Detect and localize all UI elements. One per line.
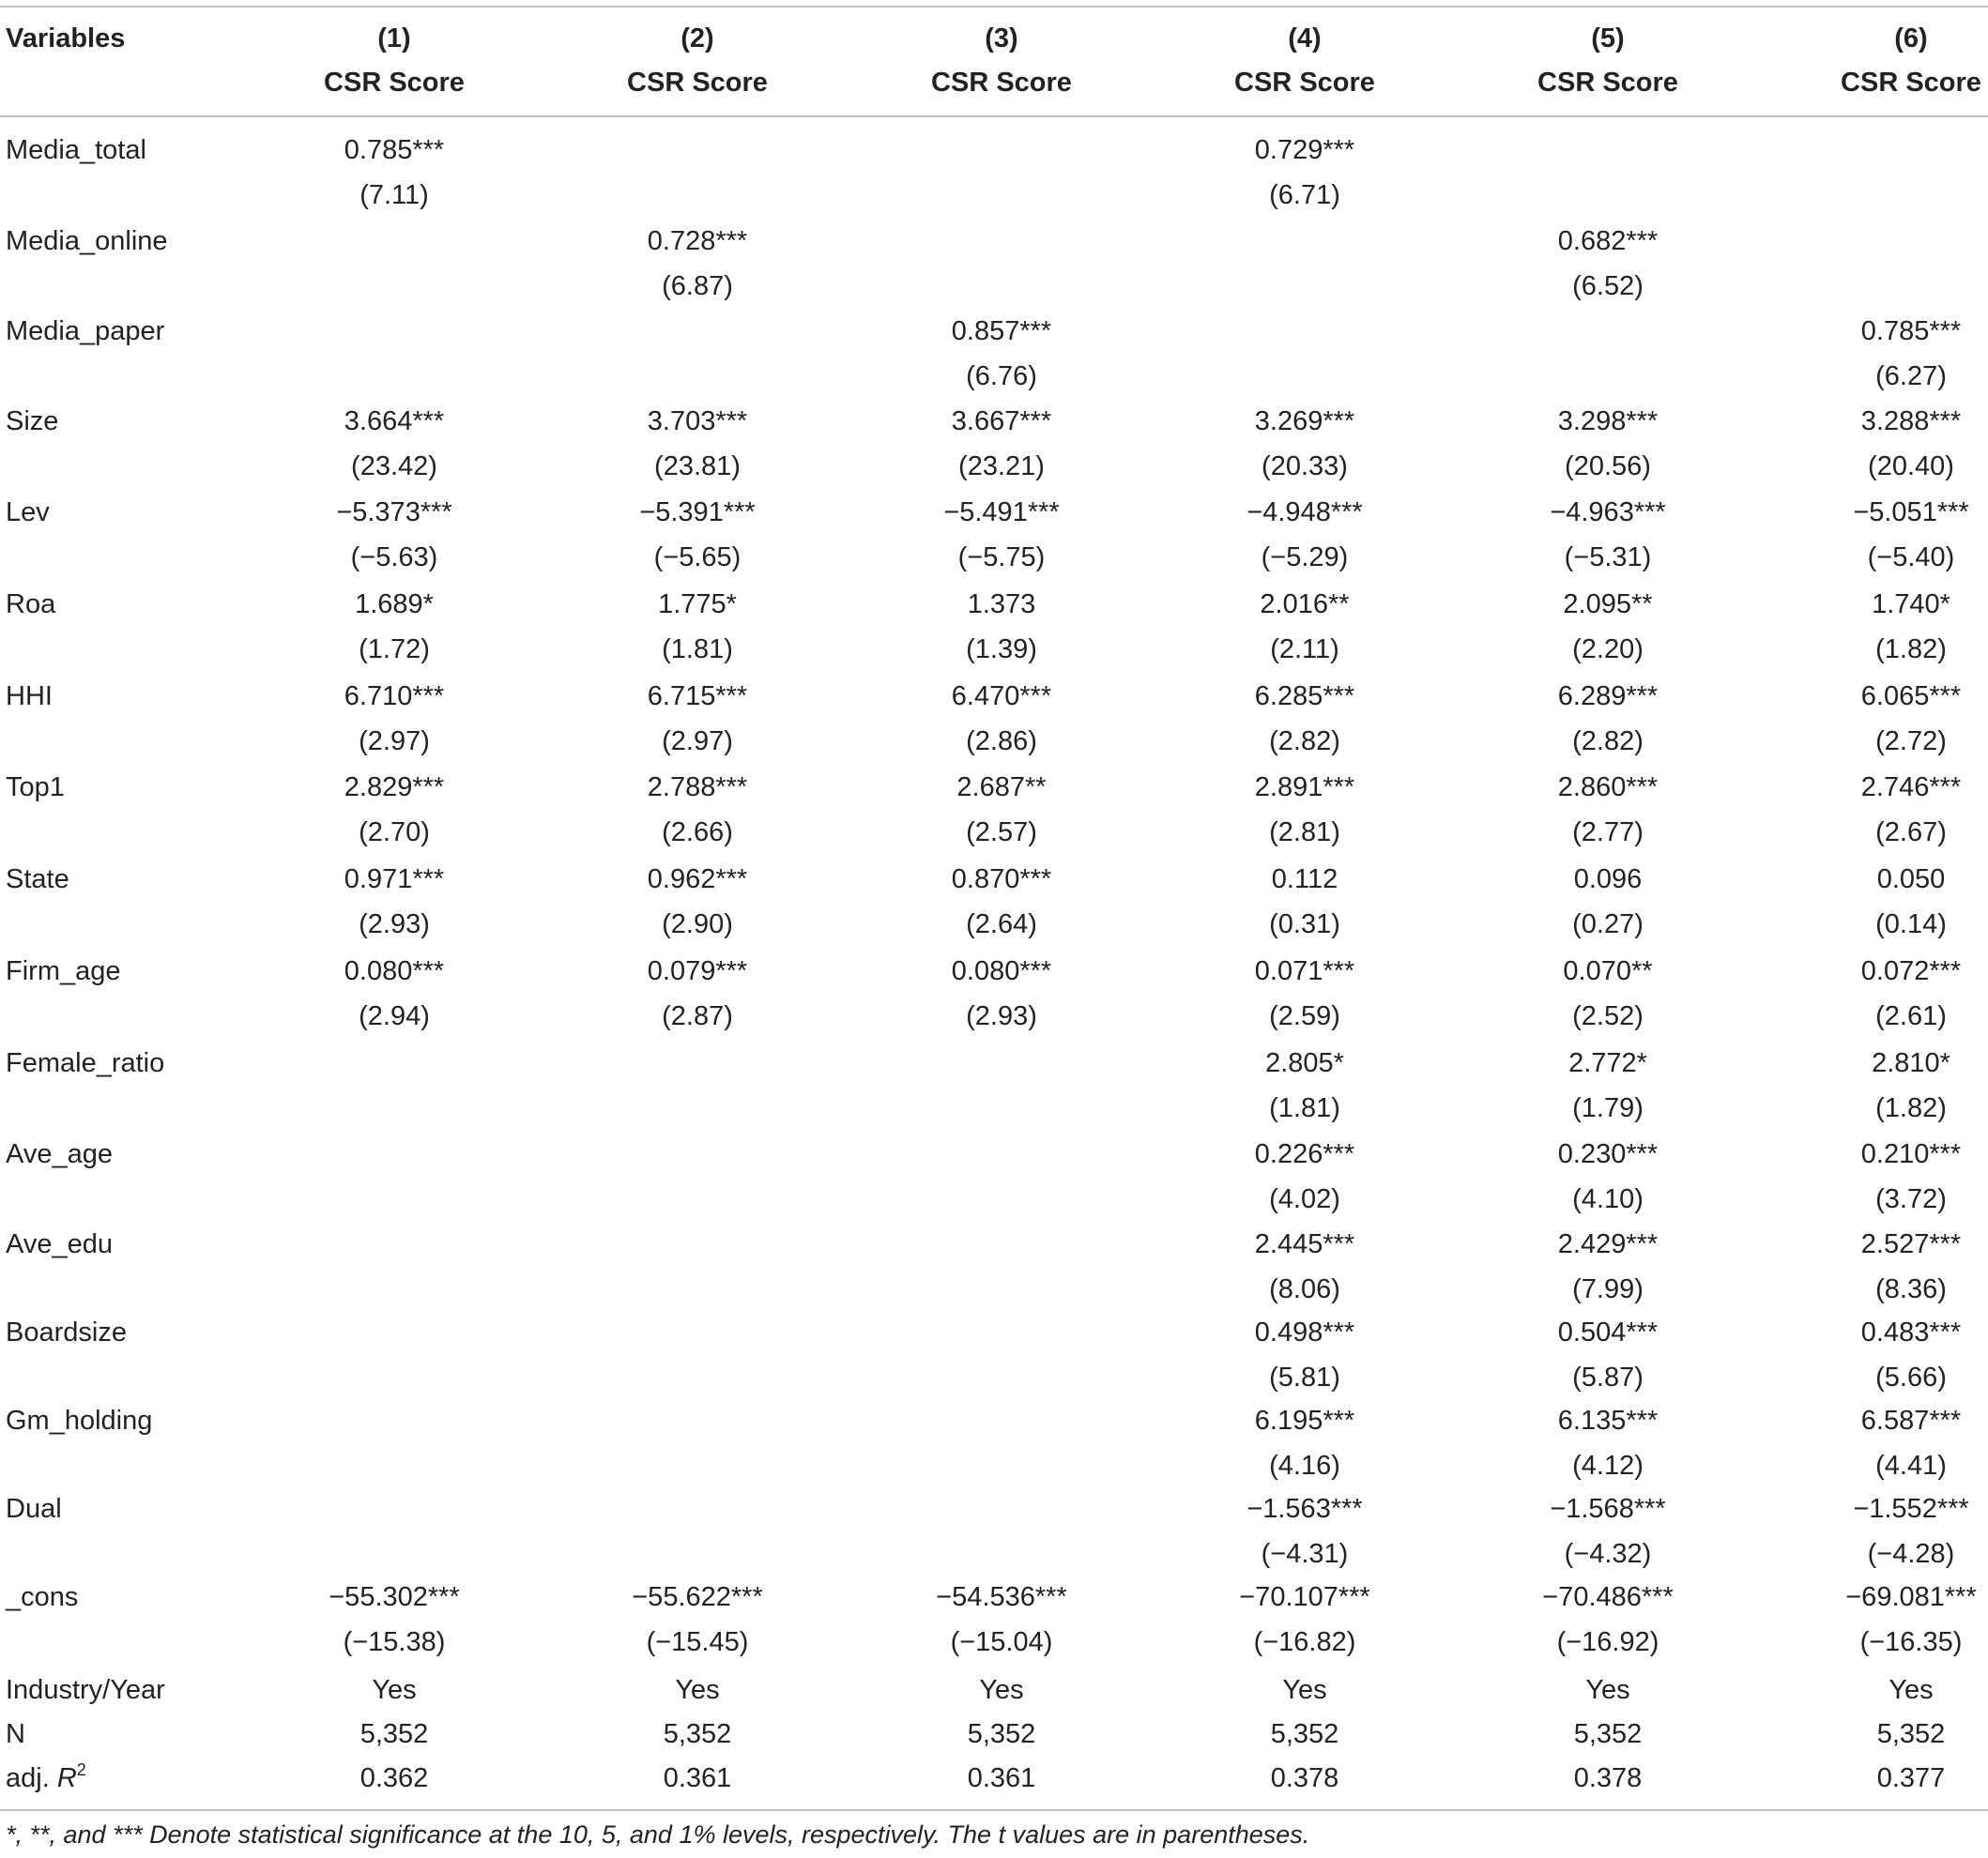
coefficient-cell: 0.962*** bbox=[647, 864, 748, 894]
footer-value-cell: 0.361 bbox=[663, 1763, 732, 1793]
column-number: (4) bbox=[1288, 23, 1322, 53]
column-label: CSR Score bbox=[627, 68, 768, 98]
footer-value-cell: 0.378 bbox=[1573, 1763, 1643, 1793]
variable-label: Media_online bbox=[6, 226, 168, 256]
coefficient-cell: −55.302*** bbox=[329, 1582, 460, 1612]
r-superscript: 2 bbox=[76, 1760, 86, 1779]
coefficient-cell: 6.710*** bbox=[344, 681, 445, 711]
footer-value-cell: Yes bbox=[1282, 1675, 1327, 1705]
t-value-cell: (23.42) bbox=[351, 451, 437, 481]
footer-label: N bbox=[6, 1719, 25, 1749]
t-value-cell: (−5.31) bbox=[1564, 542, 1652, 572]
t-value-cell: (8.06) bbox=[1269, 1274, 1340, 1304]
t-value-cell: (−15.04) bbox=[950, 1627, 1053, 1657]
t-value-cell: (6.87) bbox=[662, 271, 733, 301]
footer-value-cell: Yes bbox=[1585, 1675, 1630, 1705]
coefficient-cell: 2.891*** bbox=[1254, 772, 1355, 802]
coefficient-cell: 2.805* bbox=[1265, 1048, 1344, 1078]
column-number: (6) bbox=[1894, 23, 1928, 53]
coefficient-cell: 0.230*** bbox=[1557, 1139, 1659, 1169]
t-value-cell: (−15.38) bbox=[343, 1627, 446, 1657]
coefficient-cell: 0.682*** bbox=[1557, 226, 1659, 256]
variable-label: Ave_edu bbox=[6, 1229, 113, 1259]
t-value-cell: (6.52) bbox=[1572, 271, 1644, 301]
t-value-cell: (−16.92) bbox=[1556, 1627, 1659, 1657]
t-value-cell: (2.11) bbox=[1270, 634, 1339, 664]
variable-label: Top1 bbox=[6, 772, 65, 802]
t-value-cell: (20.40) bbox=[1868, 451, 1954, 481]
coefficient-cell: 2.095** bbox=[1563, 589, 1653, 619]
t-value-cell: (−15.45) bbox=[646, 1627, 749, 1657]
coefficient-cell: 1.740* bbox=[1872, 589, 1950, 619]
t-value-cell: (5.66) bbox=[1875, 1363, 1947, 1393]
column-number: (3) bbox=[985, 23, 1018, 53]
bottom-rule bbox=[0, 1809, 1988, 1811]
coefficient-cell: 0.857*** bbox=[951, 316, 1052, 346]
footer-value-cell: 5,352 bbox=[967, 1719, 1036, 1749]
coefficient-cell: 0.079*** bbox=[647, 956, 748, 986]
variable-label: _cons bbox=[6, 1582, 79, 1612]
t-value-cell: (2.93) bbox=[359, 909, 430, 939]
t-value-cell: (2.97) bbox=[662, 726, 733, 756]
coefficient-cell: 6.135*** bbox=[1557, 1406, 1659, 1436]
t-value-cell: (7.11) bbox=[359, 180, 429, 210]
header-rule bbox=[0, 115, 1988, 117]
t-value-cell: (1.81) bbox=[1269, 1093, 1340, 1123]
footer-value-cell: Yes bbox=[675, 1675, 720, 1705]
t-value-cell: (2.82) bbox=[1572, 726, 1644, 756]
t-value-cell: (2.67) bbox=[1875, 817, 1947, 847]
coefficient-cell: 6.289*** bbox=[1557, 681, 1659, 711]
t-value-cell: (2.77) bbox=[1572, 817, 1644, 847]
t-value-cell: (1.72) bbox=[359, 634, 430, 664]
variable-label: Female_ratio bbox=[6, 1048, 165, 1078]
coefficient-cell: 6.715*** bbox=[647, 681, 748, 711]
footer-value-cell: 0.377 bbox=[1876, 1763, 1946, 1793]
t-value-cell: (20.56) bbox=[1565, 451, 1651, 481]
t-value-cell: (−5.65) bbox=[653, 542, 742, 572]
footer-value-cell: 0.378 bbox=[1270, 1763, 1339, 1793]
t-value-cell: (−16.82) bbox=[1253, 1627, 1356, 1657]
coefficient-cell: 0.504*** bbox=[1557, 1317, 1659, 1348]
t-value-cell: (0.14) bbox=[1875, 909, 1947, 939]
coefficient-cell: 3.664*** bbox=[344, 406, 445, 436]
coefficient-cell: 0.785*** bbox=[1860, 316, 1962, 346]
t-value-cell: (−5.40) bbox=[1867, 542, 1955, 572]
coefficient-cell: −5.051*** bbox=[1853, 497, 1969, 527]
column-number: (5) bbox=[1591, 23, 1625, 53]
footer-value-cell: Yes bbox=[1889, 1675, 1934, 1705]
coefficient-cell: −1.552*** bbox=[1853, 1494, 1969, 1524]
t-value-cell: (2.94) bbox=[359, 1001, 430, 1031]
coefficient-cell: 6.285*** bbox=[1254, 681, 1355, 711]
coefficient-cell: −4.963*** bbox=[1550, 497, 1666, 527]
coefficient-cell: 0.072*** bbox=[1860, 956, 1962, 986]
coefficient-cell: −70.107*** bbox=[1239, 1582, 1370, 1612]
coefficient-cell: 1.689* bbox=[355, 589, 434, 619]
t-value-cell: (1.79) bbox=[1572, 1093, 1644, 1123]
variable-label: Roa bbox=[6, 589, 56, 619]
coefficient-cell: 2.788*** bbox=[647, 772, 748, 802]
coefficient-cell: 0.498*** bbox=[1254, 1317, 1355, 1348]
variable-label: Media_total bbox=[6, 135, 146, 165]
t-value-cell: (2.20) bbox=[1572, 634, 1644, 664]
coefficient-cell: 2.810* bbox=[1872, 1048, 1950, 1078]
variable-label: Boardsize bbox=[6, 1317, 127, 1348]
t-value-cell: (8.36) bbox=[1875, 1274, 1947, 1304]
coefficient-cell: −5.391*** bbox=[639, 497, 756, 527]
coefficient-cell: 6.470*** bbox=[951, 681, 1052, 711]
t-value-cell: (4.10) bbox=[1572, 1184, 1644, 1214]
variable-label: Gm_holding bbox=[6, 1406, 153, 1436]
t-value-cell: (2.86) bbox=[966, 726, 1037, 756]
coefficient-cell: −55.622*** bbox=[632, 1582, 763, 1612]
coefficient-cell: −1.568*** bbox=[1550, 1494, 1666, 1524]
t-value-cell: (2.66) bbox=[662, 817, 733, 847]
coefficient-cell: 3.298*** bbox=[1557, 406, 1659, 436]
column-label: CSR Score bbox=[1537, 68, 1678, 98]
t-value-cell: (23.21) bbox=[958, 451, 1045, 481]
variable-label: HHI bbox=[6, 681, 53, 711]
coefficient-cell: 2.016** bbox=[1260, 589, 1350, 619]
coefficient-cell: 2.829*** bbox=[344, 772, 445, 802]
coefficient-cell: 2.445*** bbox=[1254, 1229, 1355, 1259]
t-value-cell: (1.82) bbox=[1875, 1093, 1947, 1123]
t-value-cell: (2.52) bbox=[1572, 1001, 1644, 1031]
coefficient-cell: 0.070** bbox=[1563, 956, 1653, 986]
adj-label-text: adj. bbox=[6, 1763, 57, 1793]
footer-value-cell: 5,352 bbox=[1270, 1719, 1339, 1749]
t-value-cell: (23.81) bbox=[654, 451, 741, 481]
footer-value-cell: 5,352 bbox=[663, 1719, 732, 1749]
r-symbol: R bbox=[56, 1763, 77, 1793]
top-rule bbox=[0, 6, 1988, 8]
column-number: (1) bbox=[377, 23, 411, 53]
t-value-cell: (6.27) bbox=[1875, 361, 1947, 391]
t-value-cell: (2.97) bbox=[359, 726, 430, 756]
coefficient-cell: 0.080*** bbox=[344, 956, 445, 986]
column-label: CSR Score bbox=[931, 68, 1072, 98]
variable-label: State bbox=[6, 864, 69, 894]
coefficient-cell: 0.050 bbox=[1876, 864, 1946, 894]
coefficient-cell: 0.096 bbox=[1573, 864, 1643, 894]
footer-value-cell: 5,352 bbox=[1573, 1719, 1643, 1749]
column-label: CSR Score bbox=[324, 68, 465, 98]
coefficient-cell: 0.210*** bbox=[1860, 1139, 1962, 1169]
coefficient-cell: −69.081*** bbox=[1845, 1582, 1977, 1612]
coefficient-cell: −70.486*** bbox=[1542, 1582, 1674, 1612]
column-label: CSR Score bbox=[1234, 68, 1375, 98]
t-value-cell: (2.87) bbox=[662, 1001, 733, 1031]
coefficient-cell: 0.785*** bbox=[344, 135, 445, 165]
footer-value-cell: Yes bbox=[372, 1675, 417, 1705]
coefficient-cell: −5.373*** bbox=[336, 497, 452, 527]
variable-label: Media_paper bbox=[6, 316, 165, 346]
t-value-cell: (2.81) bbox=[1269, 817, 1340, 847]
footer-value-cell: 0.361 bbox=[967, 1763, 1036, 1793]
t-value-cell: (−4.31) bbox=[1261, 1539, 1349, 1569]
t-value-cell: (−16.35) bbox=[1859, 1627, 1963, 1657]
coefficient-cell: 6.195*** bbox=[1254, 1406, 1355, 1436]
coefficient-cell: 2.746*** bbox=[1860, 772, 1962, 802]
coefficient-cell: 2.772* bbox=[1568, 1048, 1647, 1078]
table-footnote: *, **, and *** Denote statistical significance at the 10, 5, and 1% levels, respectively. The t values are in parentheses. bbox=[6, 1820, 1310, 1849]
t-value-cell: (2.64) bbox=[966, 909, 1037, 939]
t-value-cell: (2.90) bbox=[662, 909, 733, 939]
coefficient-cell: −1.563*** bbox=[1246, 1494, 1363, 1524]
t-value-cell: (1.82) bbox=[1875, 634, 1947, 664]
t-value-cell: (2.57) bbox=[966, 817, 1037, 847]
t-value-cell: (6.76) bbox=[966, 361, 1037, 391]
coefficient-cell: 3.269*** bbox=[1254, 406, 1355, 436]
variable-label: Ave_age bbox=[6, 1139, 113, 1169]
column-number: (2) bbox=[681, 23, 714, 53]
t-value-cell: (−5.75) bbox=[957, 542, 1046, 572]
coefficient-cell: 0.483*** bbox=[1860, 1317, 1962, 1348]
coefficient-cell: 0.112 bbox=[1271, 864, 1338, 894]
coefficient-cell: −5.491*** bbox=[943, 497, 1060, 527]
t-value-cell: (6.71) bbox=[1269, 180, 1340, 210]
footer-value-cell: Yes bbox=[979, 1675, 1024, 1705]
t-value-cell: (4.02) bbox=[1269, 1184, 1340, 1214]
t-value-cell: (1.39) bbox=[966, 634, 1037, 664]
t-value-cell: (2.82) bbox=[1269, 726, 1340, 756]
t-value-cell: (1.81) bbox=[662, 634, 733, 664]
coefficient-cell: 2.429*** bbox=[1557, 1229, 1659, 1259]
coefficient-cell: 6.065*** bbox=[1860, 681, 1962, 711]
coefficient-cell: 0.071*** bbox=[1254, 956, 1355, 986]
t-value-cell: (2.72) bbox=[1875, 726, 1947, 756]
coefficient-cell: 1.775* bbox=[658, 589, 737, 619]
variable-label: Size bbox=[6, 406, 59, 436]
coefficient-cell: −54.536*** bbox=[936, 1582, 1067, 1612]
t-value-cell: (−4.32) bbox=[1564, 1539, 1652, 1569]
variables-header: Variables bbox=[6, 23, 126, 53]
t-value-cell: (3.72) bbox=[1875, 1184, 1947, 1214]
footer-value-cell: 0.362 bbox=[359, 1763, 429, 1793]
coefficient-cell: −4.948*** bbox=[1246, 497, 1363, 527]
coefficient-cell: 3.703*** bbox=[647, 406, 748, 436]
t-value-cell: (2.70) bbox=[359, 817, 430, 847]
coefficient-cell: 0.226*** bbox=[1254, 1139, 1355, 1169]
footer-value-cell: 5,352 bbox=[359, 1719, 429, 1749]
t-value-cell: (4.12) bbox=[1572, 1451, 1644, 1481]
t-value-cell: (5.87) bbox=[1572, 1363, 1644, 1393]
t-value-cell: (4.16) bbox=[1269, 1451, 1340, 1481]
coefficient-cell: 0.728*** bbox=[647, 226, 748, 256]
coefficient-cell: 0.870*** bbox=[951, 864, 1052, 894]
footer-label: Industry/Year bbox=[6, 1675, 165, 1705]
t-value-cell: (4.41) bbox=[1875, 1451, 1947, 1481]
coefficient-cell: 2.687** bbox=[956, 772, 1047, 802]
variable-label: Lev bbox=[6, 497, 50, 527]
t-value-cell: (−5.63) bbox=[350, 542, 438, 572]
t-value-cell: (20.33) bbox=[1262, 451, 1348, 481]
t-value-cell: (−5.29) bbox=[1261, 542, 1349, 572]
coefficient-cell: 3.288*** bbox=[1860, 406, 1962, 436]
t-value-cell: (0.31) bbox=[1269, 909, 1340, 939]
t-value-cell: (2.93) bbox=[966, 1001, 1037, 1031]
t-value-cell: (7.99) bbox=[1572, 1274, 1644, 1304]
t-value-cell: (2.61) bbox=[1875, 1001, 1947, 1031]
coefficient-cell: 6.587*** bbox=[1860, 1406, 1962, 1436]
coefficient-cell: 1.373 bbox=[967, 589, 1036, 619]
coefficient-cell: 0.080*** bbox=[951, 956, 1052, 986]
t-value-cell: (2.59) bbox=[1269, 1001, 1340, 1031]
variable-label: Firm_age bbox=[6, 956, 121, 986]
coefficient-cell: 0.729*** bbox=[1254, 135, 1355, 165]
footer-label-adj-r2 bbox=[6, 1760, 86, 1794]
coefficient-cell: 2.860*** bbox=[1557, 772, 1659, 802]
column-label: CSR Score bbox=[1841, 68, 1981, 98]
t-value-cell: (0.27) bbox=[1572, 909, 1644, 939]
t-value-cell: (−4.28) bbox=[1867, 1539, 1955, 1569]
coefficient-cell: 2.527*** bbox=[1860, 1229, 1962, 1259]
footer-value-cell: 5,352 bbox=[1876, 1719, 1946, 1749]
coefficient-cell: 3.667*** bbox=[951, 406, 1052, 436]
variable-label: Dual bbox=[6, 1494, 62, 1524]
t-value-cell: (5.81) bbox=[1269, 1363, 1340, 1393]
coefficient-cell: 0.971*** bbox=[344, 864, 445, 894]
